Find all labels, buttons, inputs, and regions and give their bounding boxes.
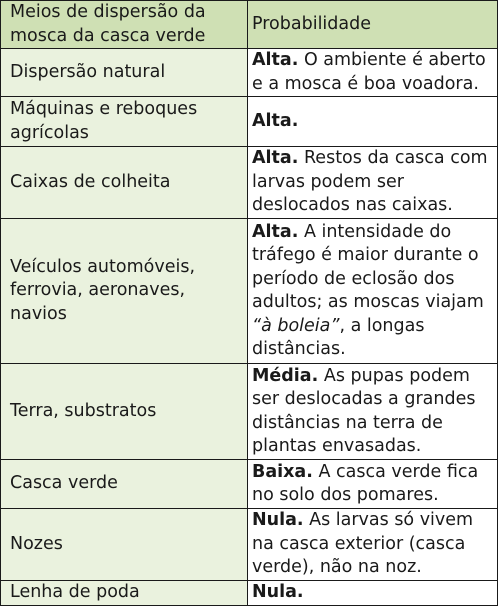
probability-level: Nula.	[252, 582, 304, 602]
header-probability: Probabilidade	[248, 1, 498, 49]
row-means-cell: Casca verde	[1, 460, 248, 509]
probability-level: Média.	[252, 365, 319, 386]
row-means-cell: Caixas de colheita	[1, 147, 248, 219]
row-means-cell: Dispersão natural	[1, 49, 248, 97]
probability-level: Alta.	[252, 221, 299, 242]
probability-description: O ambiente é aberto e a mosca é boa voadora.	[252, 50, 486, 94]
probability-description: As larvas só vivem na casca exterior (casca verde), não na noz.	[252, 510, 474, 578]
probability-description: A casca verde fica no solo dos pomares.	[252, 461, 479, 505]
probability-level: Alta.	[252, 50, 299, 70]
row-means-cell: Máquinas e reboques agrícolas	[1, 97, 248, 147]
row-probability-cell	[248, 364, 498, 460]
probability-level: Nula.	[252, 510, 304, 531]
table-row	[1, 460, 498, 509]
row-means-cell: Veículos automóveis, ferrovia, aeronaves, navios	[1, 219, 248, 364]
probability-description-italic: “à boleia”	[252, 315, 340, 336]
probability-level: Alta.	[252, 110, 299, 131]
probability-description: Restos da casca com larvas podem ser deslocados nas caixas.	[252, 148, 488, 216]
row-probability-cell	[248, 509, 498, 581]
row-means-cell: Lenha de poda	[1, 581, 248, 606]
probability-description: A intensidade do tráfego é maior durante o período de eclosão dos adultos; as moscas viajam	[252, 221, 484, 312]
row-probability-cell	[248, 581, 498, 606]
table-header-row	[1, 1, 498, 49]
row-probability-cell	[248, 219, 498, 364]
header-means-of-dispersal: Meios de dispersão da mosca da casca verde	[1, 1, 248, 49]
row-probability-cell	[248, 49, 498, 97]
table-row	[1, 509, 498, 581]
probability-level: Alta.	[252, 148, 299, 169]
row-probability-cell	[248, 97, 498, 147]
table-row	[1, 49, 498, 97]
row-probability-cell	[248, 460, 498, 509]
probability-description: As pupas podem ser deslocadas a grandes distâncias na terra de plantas envasadas.	[252, 365, 476, 456]
table-row	[1, 364, 498, 460]
table-row	[1, 219, 498, 364]
row-means-cell: Nozes	[1, 509, 248, 581]
probability-level: Baixa.	[252, 461, 313, 482]
table-row	[1, 97, 498, 147]
probability-description-end: , a longas distâncias.	[252, 315, 425, 359]
table-row	[1, 147, 498, 219]
row-means-cell: Terra, substratos	[1, 364, 248, 460]
table-row	[1, 581, 498, 606]
row-probability-cell	[248, 147, 498, 219]
